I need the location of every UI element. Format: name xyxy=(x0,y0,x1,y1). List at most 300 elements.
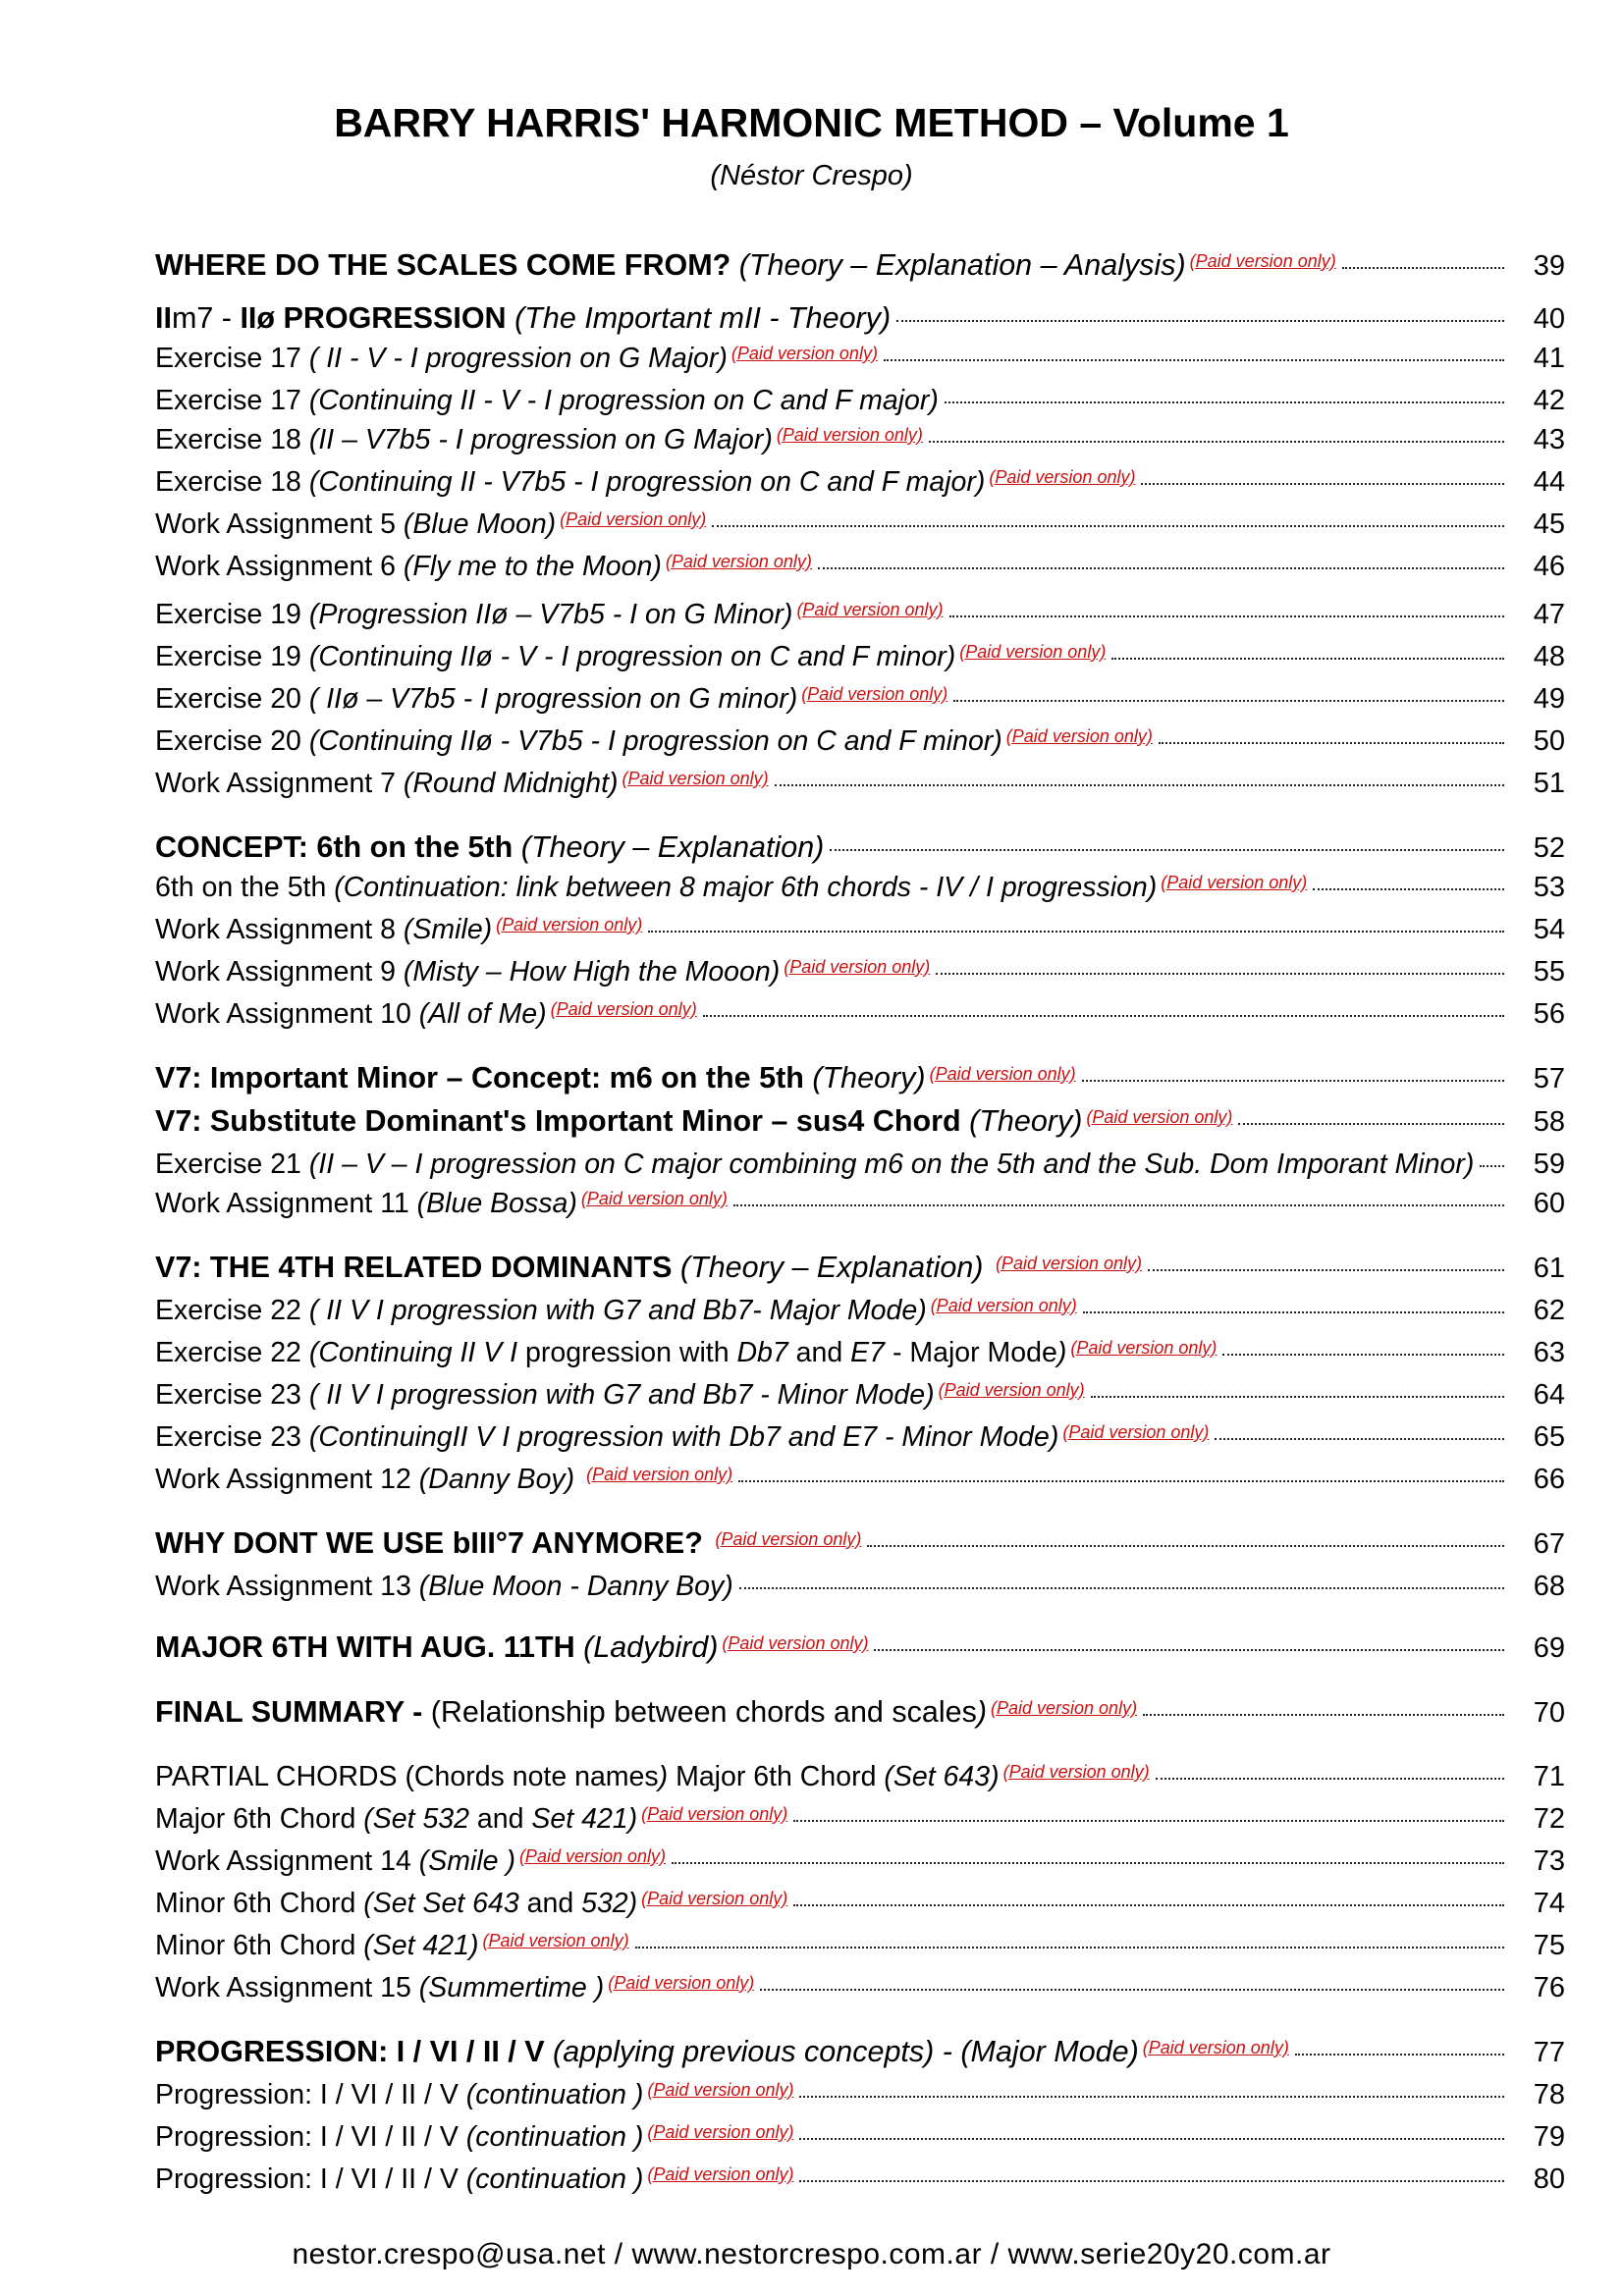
toc-entry[interactable] xyxy=(155,1801,1565,1840)
toc-page-number: 62 xyxy=(1533,1295,1565,1326)
toc-entry-title xyxy=(155,639,1106,677)
toc-entry-text: (Theory – Explanation) xyxy=(672,1251,992,1284)
toc-entry[interactable] xyxy=(155,723,1565,762)
toc-entry-title xyxy=(155,1186,728,1224)
toc-page-number: 47 xyxy=(1533,599,1565,630)
toc-page-number: 71 xyxy=(1533,1761,1565,1792)
toc-entry-text: (Ladybird) xyxy=(574,1630,719,1664)
toc-page-number: 58 xyxy=(1533,1106,1565,1138)
toc-entry-text: Progression: I / VI / II / V xyxy=(155,2163,466,2195)
toc-entry-text: (continuation ) xyxy=(465,2121,644,2153)
toc-entry-text: Work Assignment 10 xyxy=(155,998,419,1030)
dot-leader xyxy=(1141,483,1504,485)
dot-leader xyxy=(799,2180,1504,2182)
toc-page-number: 51 xyxy=(1533,768,1565,799)
dot-leader xyxy=(793,1820,1504,1822)
toc-entry-text: (Set 532 xyxy=(363,1803,470,1835)
toc-page-number: 60 xyxy=(1533,1188,1565,1219)
toc-entry-text: (Danny Boy) xyxy=(418,1464,583,1495)
dot-leader xyxy=(1143,1714,1504,1716)
dot-leader xyxy=(1159,742,1504,744)
paid-version-note: (Paid version only) xyxy=(496,915,643,934)
toc-entry[interactable] xyxy=(155,300,1565,337)
toc-entry-text: (Progression IIø – V7b5 - I on G Minor) xyxy=(308,599,793,630)
paid-version-note: (Paid version only) xyxy=(647,2122,794,2142)
toc-page-number: 79 xyxy=(1533,2121,1565,2153)
toc-page-number: 73 xyxy=(1533,1845,1565,1877)
toc-entry-text: (II – V7b5 - I progression on G Major) xyxy=(308,424,773,455)
toc-entry-text: ) xyxy=(976,1695,987,1729)
toc-page-number: 57 xyxy=(1533,1063,1565,1095)
toc-entry-title xyxy=(155,723,1153,762)
toc-entry-text: ( II - V - I progression on G Major) xyxy=(308,343,728,374)
toc-entry-text: (Continuing IIø - V7b5 - I progression on C and F minor) xyxy=(308,725,1002,757)
toc-entry-text: - Major Mode xyxy=(885,1337,1057,1368)
dot-leader xyxy=(1111,658,1504,660)
toc-entry-text: ) xyxy=(1056,1337,1067,1368)
paid-version-note: (Paid version only) xyxy=(1161,873,1308,892)
toc-entry-text: (The Important mII - Theory) xyxy=(506,301,892,335)
toc-page-number: 50 xyxy=(1533,725,1565,757)
toc-entry-text: Work Assignment 11 xyxy=(155,1188,417,1219)
toc-entry-title xyxy=(155,1694,1137,1734)
toc-page-number: 48 xyxy=(1533,641,1565,672)
paid-version-note: (Paid version only) xyxy=(641,1804,788,1824)
toc-page-number: 64 xyxy=(1533,1379,1565,1411)
dot-leader xyxy=(672,1862,1504,1864)
toc-entry-title xyxy=(155,1377,1085,1415)
toc-entry-title xyxy=(155,2162,793,2200)
toc-entry-text: 6th on the 5th xyxy=(155,872,335,903)
toc-entry-title xyxy=(155,912,642,950)
toc-entry[interactable] xyxy=(155,1147,1565,1182)
toc-entry-title xyxy=(155,1335,1217,1373)
toc-entry-title xyxy=(155,1103,1232,1143)
toc-entry[interactable] xyxy=(155,422,1565,460)
toc-entry-text: ) xyxy=(658,1761,669,1792)
toc-entry-text: (Blue Bossa) xyxy=(416,1188,577,1219)
toc-entry[interactable] xyxy=(155,954,1565,992)
toc-entry-text: Work Assignment 15 xyxy=(155,1972,419,2003)
paid-version-note: (Paid version only) xyxy=(622,769,769,788)
dot-leader xyxy=(936,973,1504,975)
toc-entry-text: (Continuing II - V - I progression on C and F major) xyxy=(308,385,939,416)
toc-page-number: 56 xyxy=(1533,998,1565,1030)
toc-entry-text: E7 xyxy=(850,1337,886,1368)
toc-entry-title xyxy=(155,597,944,635)
toc-page-number: 52 xyxy=(1533,832,1565,864)
dot-leader xyxy=(953,700,1504,702)
toc-entry[interactable] xyxy=(155,1103,1565,1143)
paid-version-note: (Paid version only) xyxy=(1142,2038,1289,2057)
dot-leader xyxy=(1082,1080,1504,1082)
toc-entry-text: Exercise 22 xyxy=(155,1295,309,1326)
toc-entry[interactable] xyxy=(155,1250,1565,1289)
toc-page-number: 75 xyxy=(1533,1930,1565,1961)
toc-entry-text: WHERE DO THE SCALES COME FROM? xyxy=(155,248,731,282)
paid-version-note: (Paid version only) xyxy=(929,1064,1076,1084)
toc-page-number: 46 xyxy=(1533,551,1565,582)
toc-entry-text: II xyxy=(155,301,172,335)
toc-entry-text: Exercise 20 xyxy=(155,725,309,757)
toc-entry-text: Progression: I / VI / II / V xyxy=(155,2079,466,2110)
dot-leader xyxy=(648,931,1504,933)
toc-entry[interactable] xyxy=(155,1377,1565,1415)
toc-entry-text: (ContinuingII V I progression with Db7 and E7 - Minor Mode) xyxy=(308,1421,1059,1453)
dot-leader xyxy=(1238,1123,1504,1125)
toc-entry-text: Exercise 17 xyxy=(155,343,309,374)
toc-entry-text: V7: Important Minor – Concept: m6 on the 5th xyxy=(155,1061,804,1095)
toc-entry[interactable] xyxy=(155,247,1565,287)
toc-entry-title xyxy=(155,829,824,865)
toc-page-number: 63 xyxy=(1533,1337,1565,1368)
paid-version-note: (Paid version only) xyxy=(518,1846,666,1866)
toc-entry-title xyxy=(155,549,812,587)
dot-leader xyxy=(1295,2054,1504,2056)
paid-version-note: (Paid version only) xyxy=(641,1889,788,1908)
toc-entry-title xyxy=(155,681,947,720)
toc-entry-text: (Smile) xyxy=(403,914,493,945)
toc-entry[interactable] xyxy=(155,1886,1565,1924)
dot-leader xyxy=(884,359,1504,361)
toc-entry[interactable] xyxy=(155,1569,1565,1604)
paid-version-note: (Paid version only) xyxy=(722,1633,869,1653)
toc-entry-title xyxy=(155,507,706,545)
document-author: (Néstor Crespo) xyxy=(710,160,913,191)
dot-leader xyxy=(1091,1396,1504,1398)
toc-page-number: 40 xyxy=(1533,303,1565,335)
toc-entry[interactable] xyxy=(155,1843,1565,1882)
toc-entry-title xyxy=(155,1147,1474,1182)
toc-entry-title xyxy=(155,1629,868,1669)
toc-entry-text: ( IIø – V7b5 - I progression on G minor) xyxy=(308,683,798,715)
dot-leader xyxy=(1215,1438,1504,1440)
paid-version-note: (Paid version only) xyxy=(1005,726,1153,746)
paid-version-note: (Paid version only) xyxy=(1189,251,1336,271)
toc-entry-title xyxy=(155,464,1135,503)
dot-leader xyxy=(1342,267,1504,269)
toc-entry-title xyxy=(155,1525,861,1565)
dot-leader xyxy=(1313,888,1504,890)
toc-entry[interactable] xyxy=(155,1759,1565,1797)
toc-entry[interactable] xyxy=(155,1462,1565,1500)
toc-page-number: 66 xyxy=(1533,1464,1565,1495)
toc-entry-text: (Fly me to the Moon) xyxy=(403,551,662,582)
dot-leader xyxy=(799,2138,1504,2140)
toc-entry-text: Exercise 23 xyxy=(155,1421,309,1453)
toc-entry[interactable] xyxy=(155,829,1565,866)
paid-version-note: (Paid version only) xyxy=(586,1465,733,1484)
toc-entry-text: (Smile ) xyxy=(418,1845,515,1877)
paid-version-note: (Paid version only) xyxy=(1062,1422,1210,1442)
paid-version-note: (Paid version only) xyxy=(784,957,931,977)
paid-version-note: (Paid version only) xyxy=(608,1973,755,1993)
toc-entry-text: (Blue Moon - Danny Boy) xyxy=(418,1571,733,1602)
dot-leader xyxy=(1156,1778,1504,1780)
toc-page-number: 70 xyxy=(1533,1697,1565,1729)
toc-page-number: 59 xyxy=(1533,1148,1565,1180)
toc-entry-title xyxy=(155,1569,733,1604)
paid-version-note: (Paid version only) xyxy=(776,425,923,445)
toc-entry-text: and xyxy=(787,1337,851,1368)
toc-entry-text: Major 6th Chord xyxy=(155,1803,364,1835)
toc-entry-text: (II – V – I progression on C major combining m6 on the 5th and the Sub. Dom Imporant Minor) xyxy=(308,1148,1475,1180)
toc-entry-text: Exercise 17 xyxy=(155,385,309,416)
toc-entry-title xyxy=(155,1970,754,2008)
toc-entry[interactable] xyxy=(155,1419,1565,1458)
toc-entry-text: (continuation ) xyxy=(465,2079,644,2110)
toc-page-number: 80 xyxy=(1533,2163,1565,2195)
toc-entry-text: Exercise 18 xyxy=(155,466,309,498)
dot-leader xyxy=(793,1904,1504,1906)
paid-version-note: (Paid version only) xyxy=(1086,1107,1233,1127)
toc-entry-title xyxy=(155,2034,1289,2073)
toc-entry-text: (Blue Moon) xyxy=(403,508,557,540)
toc-entry-text: (Theory – Explanation) xyxy=(513,830,825,864)
toc-entry[interactable] xyxy=(155,766,1565,804)
toc-entry[interactable] xyxy=(155,1970,1565,2008)
toc-entry[interactable] xyxy=(155,2034,1565,2073)
toc-entry[interactable] xyxy=(155,1525,1565,1565)
toc-entry[interactable] xyxy=(155,507,1565,545)
toc-entry-text: (Theory – Explanation – Analysis) xyxy=(730,248,1186,282)
toc-entry[interactable] xyxy=(155,912,1565,950)
toc-entry-title xyxy=(155,1060,1076,1099)
toc-entry-text: Work Assignment 13 xyxy=(155,1571,419,1602)
toc-entry-title xyxy=(155,1928,629,1966)
paid-version-note: (Paid version only) xyxy=(959,642,1107,662)
dot-leader xyxy=(739,1587,1504,1589)
toc-entry-text: Exercise 23 xyxy=(155,1379,309,1411)
toc-page-number: 69 xyxy=(1533,1632,1565,1664)
toc-entry-text: Minor 6th Chord xyxy=(155,1888,364,1919)
dot-leader xyxy=(929,441,1504,443)
paid-version-note: (Paid version only) xyxy=(647,2164,794,2184)
toc-page-number: 55 xyxy=(1533,956,1565,988)
toc-entry-text: Minor 6th Chord xyxy=(155,1930,364,1961)
dot-leader xyxy=(733,1204,1504,1206)
toc-entry-text: (Continuing II V I xyxy=(308,1337,526,1368)
toc-entry-text: 532) xyxy=(581,1888,638,1919)
toc-entry-title xyxy=(155,996,697,1035)
toc-entry-title xyxy=(155,954,930,992)
toc-entry-text: Major 6th Chord xyxy=(668,1761,885,1792)
toc-page-number: 72 xyxy=(1533,1803,1565,1835)
toc-page-number: 49 xyxy=(1533,683,1565,715)
footer-contact-links[interactable]: nestor.crespo@usa.net / www.nestorcrespo.com.ar / www.serie20y20.com.ar xyxy=(292,2238,1331,2270)
paid-version-note: (Paid version only) xyxy=(991,1698,1138,1718)
toc-page-number: 43 xyxy=(1533,424,1565,455)
toc-entry-text: Work Assignment 7 xyxy=(155,768,404,799)
toc-entry[interactable] xyxy=(155,383,1565,418)
toc-page-number: 44 xyxy=(1533,466,1565,498)
paid-version-note: (Paid version only) xyxy=(938,1380,1085,1400)
toc-entry-text: (Relationship between chords and scales xyxy=(430,1695,977,1729)
toc-entry-title xyxy=(155,1843,666,1882)
toc-entry-text: (Continuing IIø - V - I progression on C and F minor) xyxy=(308,641,956,672)
paid-version-note: (Paid version only) xyxy=(801,684,948,704)
toc-page-number: 41 xyxy=(1533,343,1565,374)
toc-entry-title xyxy=(155,247,1336,287)
toc-entry-text: m7 - xyxy=(171,301,241,335)
toc-entry[interactable] xyxy=(155,1060,1565,1099)
paid-version-note: (Paid version only) xyxy=(580,1189,728,1208)
toc-entry-text: (Round Midnight) xyxy=(403,768,619,799)
toc-entry-title xyxy=(155,300,891,336)
toc-page-number: 74 xyxy=(1533,1888,1565,1919)
dot-leader xyxy=(874,1649,1504,1651)
dot-leader xyxy=(712,525,1504,527)
dot-leader xyxy=(1222,1354,1504,1356)
dot-leader xyxy=(896,320,1504,322)
toc-entry-text: IIø PROGRESSION xyxy=(240,301,507,335)
toc-page-number: 67 xyxy=(1533,1528,1565,1560)
toc-page-number: 68 xyxy=(1533,1571,1565,1602)
toc-page-number: 61 xyxy=(1533,1253,1565,1284)
toc-entry-text: WHY DONT WE USE bIII°7 ANYMORE? xyxy=(155,1526,703,1560)
toc-entry-text: Work Assignment 8 xyxy=(155,914,404,945)
document-title: BARRY HARRIS' HARMONIC METHOD – Volume 1 xyxy=(334,100,1289,145)
toc-entry-text: Work Assignment 12 xyxy=(155,1464,419,1495)
dot-leader xyxy=(635,1947,1504,1949)
toc-entry-title xyxy=(155,1759,1150,1797)
toc-entry[interactable] xyxy=(155,870,1565,908)
paid-version-note: (Paid version only) xyxy=(989,467,1136,487)
paid-version-note: (Paid version only) xyxy=(647,2080,794,2100)
dot-leader xyxy=(1083,1311,1504,1313)
toc-entry-title xyxy=(155,1419,1209,1458)
dot-leader xyxy=(818,567,1504,569)
toc-entry[interactable] xyxy=(155,341,1565,379)
toc-entry-text: Exercise 20 xyxy=(155,683,309,715)
toc-entry-title xyxy=(155,383,939,418)
paid-version-note: (Paid version only) xyxy=(560,509,707,529)
toc-entry-text: (Theory) xyxy=(960,1104,1083,1138)
toc-entry-text: Work Assignment 14 xyxy=(155,1845,419,1877)
toc-entry-title xyxy=(155,1886,787,1924)
toc-entry-title xyxy=(155,1293,1077,1331)
dot-leader xyxy=(945,401,1504,403)
toc-entry-text: (Summertime ) xyxy=(418,1972,605,2003)
paid-version-note: (Paid version only) xyxy=(930,1296,1077,1315)
paid-version-note: (Paid version only) xyxy=(482,1931,629,1950)
toc-page-number: 77 xyxy=(1533,2037,1565,2068)
dot-leader xyxy=(867,1545,1504,1547)
toc-entry-text: CONCEPT: 6th on the 5th xyxy=(155,830,514,864)
toc-entry-text: PARTIAL CHORDS (Chords note names xyxy=(155,1761,659,1792)
toc-entry[interactable] xyxy=(155,549,1565,587)
dot-leader xyxy=(799,2096,1504,2098)
paid-version-note: (Paid version only) xyxy=(1070,1338,1217,1358)
toc-entry-text: (Theory) xyxy=(803,1061,926,1095)
toc-entry-text: (All of Me) xyxy=(418,998,547,1030)
toc-entry-title xyxy=(155,766,769,804)
toc-entry-title xyxy=(155,1801,787,1840)
toc-entry[interactable] xyxy=(155,639,1565,677)
dot-leader xyxy=(1480,1165,1504,1167)
toc-entry-text: Work Assignment 6 xyxy=(155,551,404,582)
toc-entry[interactable] xyxy=(155,1335,1565,1373)
dot-leader xyxy=(703,1015,1504,1017)
toc-entry-text: (Set Set 643 xyxy=(363,1888,519,1919)
toc-page-number: 53 xyxy=(1533,872,1565,903)
toc-entry-text: (Set 643) xyxy=(884,1761,1000,1792)
paid-version-note: (Paid version only) xyxy=(995,1254,1142,1273)
toc-page-number: 54 xyxy=(1533,914,1565,945)
toc-entry[interactable] xyxy=(155,681,1565,720)
dot-leader xyxy=(738,1480,1504,1482)
dot-leader xyxy=(1148,1269,1504,1271)
toc-entry-text: Exercise 18 xyxy=(155,424,309,455)
toc-entry-text: Work Assignment 5 xyxy=(155,508,404,540)
toc-page-number: 78 xyxy=(1533,2079,1565,2110)
toc-entry-text: ( II V I progression with G7 and Bb7 - Minor Mode) xyxy=(308,1379,935,1411)
toc-entry-title xyxy=(155,2119,793,2158)
toc-entry-text: and xyxy=(518,1888,582,1919)
table-of-contents xyxy=(155,247,1565,2200)
toc-entry-text: Set 421) xyxy=(531,1803,638,1835)
paid-version-note: (Paid version only) xyxy=(796,600,944,619)
toc-entry-text: Exercise 19 xyxy=(155,599,309,630)
toc-entry-text: (applying previous concepts) - (Major Mode) xyxy=(544,2035,1139,2068)
toc-entry-title xyxy=(155,1250,1142,1289)
dot-leader xyxy=(830,849,1504,851)
toc-entry[interactable] xyxy=(155,2077,1565,2115)
toc-entry[interactable] xyxy=(155,2119,1565,2158)
toc-entry-text: PROGRESSION: I / VI / II / V xyxy=(155,2035,545,2068)
paid-version-note: (Paid version only) xyxy=(665,552,812,571)
toc-entry[interactable] xyxy=(155,1293,1565,1331)
toc-entry[interactable] xyxy=(155,464,1565,503)
toc-entry[interactable] xyxy=(155,597,1565,635)
toc-entry-text: Exercise 19 xyxy=(155,641,309,672)
toc-page-number: 76 xyxy=(1533,1972,1565,2003)
toc-entry-title xyxy=(155,1462,732,1500)
toc-entry-text: (Continuation: link between 8 major 6th chords - IV / I progression) xyxy=(334,872,1158,903)
toc-entry-text: progression with xyxy=(525,1337,737,1368)
toc-entry-text: Db7 xyxy=(736,1337,788,1368)
toc-entry-text: and xyxy=(469,1803,532,1835)
toc-entry-text: Work Assignment 9 xyxy=(155,956,404,988)
toc-entry[interactable] xyxy=(155,1694,1565,1734)
toc-entry-text: V7: THE 4TH RELATED DOMINANTS xyxy=(155,1251,673,1284)
toc-entry-text: FINAL SUMMARY - xyxy=(155,1695,431,1729)
toc-page-number: 65 xyxy=(1533,1421,1565,1453)
dot-leader xyxy=(760,1989,1504,1991)
toc-entry-text: Exercise 22 xyxy=(155,1337,309,1368)
toc-entry[interactable] xyxy=(155,996,1565,1035)
toc-entry-text: (Misty – How High the Mooon) xyxy=(403,956,781,988)
toc-entry[interactable] xyxy=(155,2162,1565,2200)
toc-entry-title xyxy=(155,422,923,460)
paid-version-note: (Paid version only) xyxy=(715,1529,862,1549)
toc-entry-title xyxy=(155,870,1307,908)
toc-page-number: 42 xyxy=(1533,385,1565,416)
toc-page-number: 45 xyxy=(1533,508,1565,540)
toc-entry-text: (Set 421) xyxy=(363,1930,479,1961)
toc-entry[interactable] xyxy=(155,1629,1565,1669)
toc-entry-text: (continuation ) xyxy=(465,2163,644,2195)
toc-page-number: 39 xyxy=(1533,250,1565,282)
toc-entry-text: (Continuing II - V7b5 - I progression on C and F major) xyxy=(308,466,986,498)
toc-entry-text: MAJOR 6TH WITH AUG. 11TH xyxy=(155,1630,575,1664)
toc-entry-text: Exercise 21 xyxy=(155,1148,309,1180)
toc-entry[interactable] xyxy=(155,1186,1565,1224)
toc-entry-text: ( II V I progression with G7 and Bb7- Major Mode) xyxy=(308,1295,927,1326)
paid-version-note: (Paid version only) xyxy=(730,344,878,363)
toc-entry[interactable] xyxy=(155,1928,1565,1966)
toc-entry-title xyxy=(155,2077,793,2115)
